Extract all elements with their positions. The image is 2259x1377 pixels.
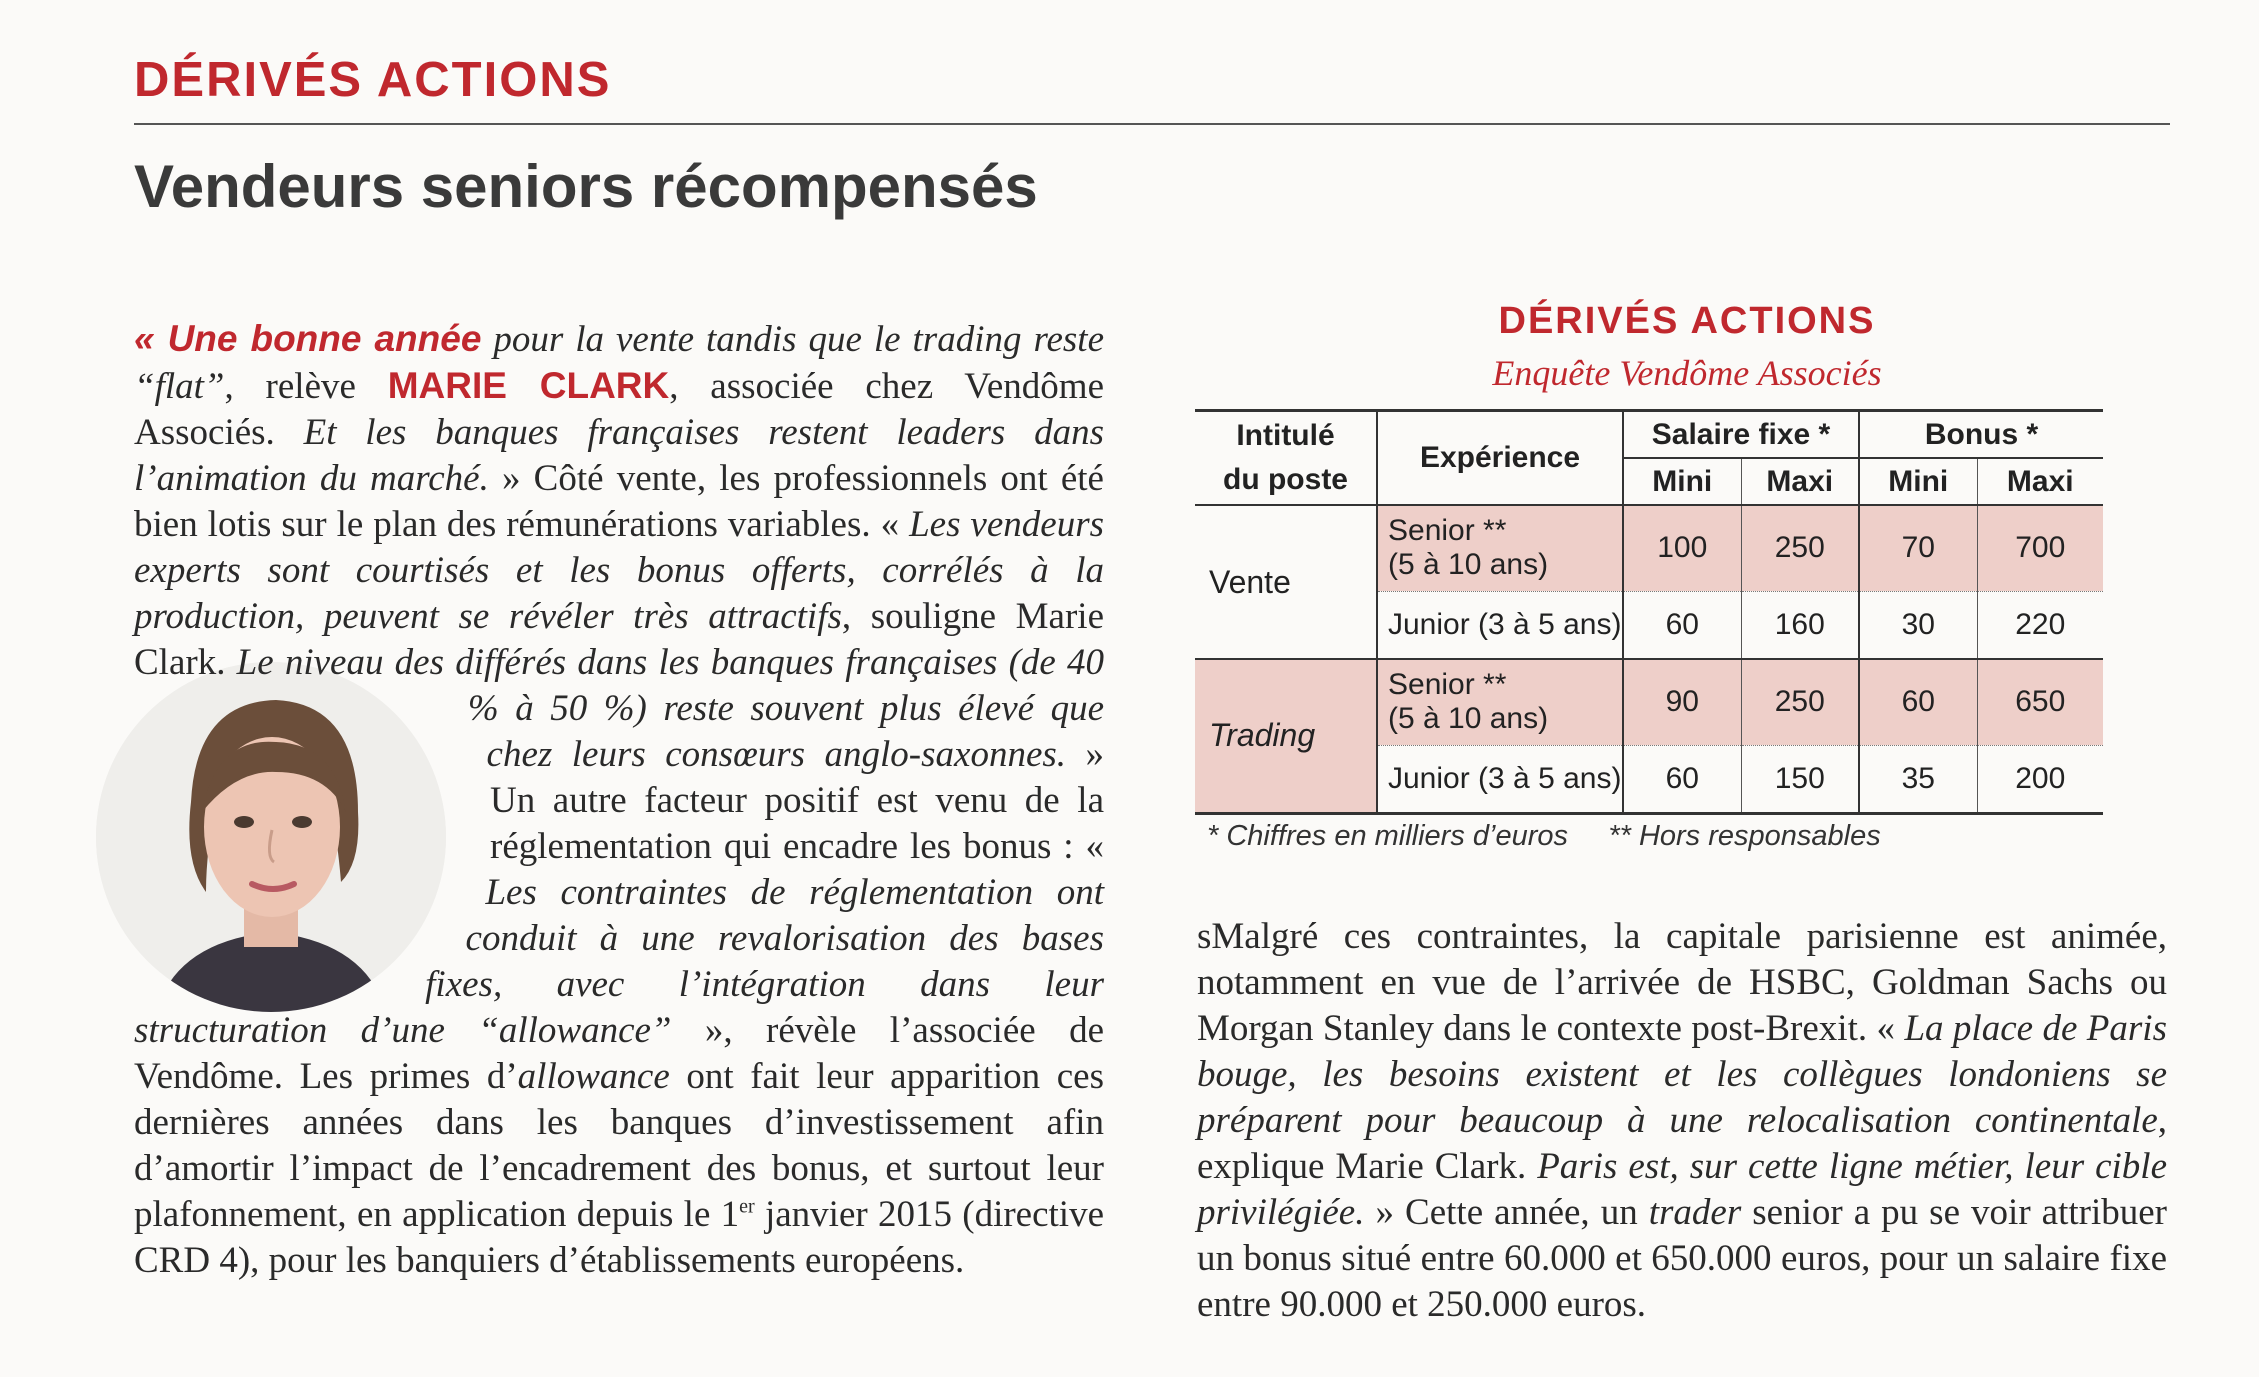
cell-value: 650: [1977, 659, 2103, 745]
cell-value: 100: [1623, 505, 1741, 591]
survey-title: DÉRIVÉS ACTIONS: [1498, 300, 1876, 342]
interviewee-name: MARIE CLARK: [387, 365, 670, 406]
cell-value: 35: [1859, 745, 1977, 813]
photo-text-wrap: [94, 644, 464, 1004]
row-experience: Junior (3 à 5 ans): [1377, 591, 1623, 659]
section-label: DÉRIVÉS ACTIONS: [134, 53, 612, 107]
row-experience: Senior ** (5 à 10 ans): [1377, 659, 1623, 745]
lead-in: « Une bonne année: [134, 318, 482, 359]
cell-value: 220: [1977, 591, 2103, 659]
cell-value: 150: [1741, 745, 1859, 813]
header-bon-mini: Mini: [1859, 458, 1977, 505]
cell-value: 90: [1623, 659, 1741, 745]
article-paragraph-2: sMalgré ces contraintes, la capitale parisienne est animée, notamment en vue de l’arrivée de HSBC, Goldman Sachs ou Morgan Stanley dans le contexte post-Brexit. « La place de Paris bouge, les besoins existent et les collègues londoniens se préparent pour beaucoup à une relocalisation continentale, explique Marie Clark. Paris est, sur cette ligne métier, leur cible privilégiée. » Cette année, un trader senior a pu se voir attribuer un bonus situé entre 60.000 et 650.000 euros, pour un salaire fixe entre 90.000 et 250.000 euros.: [1197, 916, 2167, 1325]
article-column-left: [134, 316, 1104, 1284]
header-sal-mini: Mini: [1623, 458, 1741, 505]
cell-value: 70: [1859, 505, 1977, 591]
salary-survey-table: [1195, 409, 2103, 815]
header-bon-maxi: Maxi: [1977, 458, 2103, 505]
header-salaire: Salaire fixe *: [1623, 411, 1859, 459]
header-bonus: Bonus *: [1859, 411, 2103, 459]
header-rule: [134, 123, 2170, 125]
cell-value: 60: [1623, 745, 1741, 813]
table-header-row: [1195, 411, 2103, 459]
cell-value: 700: [1977, 505, 2103, 591]
table-row: [1195, 659, 2103, 745]
article-paragraph-1: « Une bonne année pour la vente tandis que le trading reste “flat”, relève MARIE CLARK, associée chez Vendôme Associés. Et les banques françaises restent leaders dans l’animation du marché. » Côté vente, les professionnels ont été bien lotis sur le plan des rémunérations variables. « Les vendeurs experts sont courtisés et les bonus offerts, corrélés à la production, peuvent se révéler très attractifs, souligne Marie Clark. Le niveau des différés dans les banques françaises (de 40 % à 50 %) reste souvent plus élevé que chez leurs consœurs anglo-saxonnes. » Un autre facteur positif est venu de la réglementation qui encadre les bonus : « Les contraintes de réglementation ont conduit à une revalorisation des bases fixes, avec l’intégration dans leur structuration d’une “allowance” », révèle l’associée de Vendôme. Les primes d’allowance ont fait leur apparition ces dernières années dans les banques d’investissement afin d’amortir l’impact de l’encadrement des bonus, et surtout leur plafonnement, en application depuis le 1er janvier 2015 (directive CRD 4), pour les banquiers d’établissements européens.: [134, 316, 1104, 1284]
cell-value: 30: [1859, 591, 1977, 659]
row-category-vente: Vente: [1195, 505, 1377, 659]
table-footnote: * Chiffres en milliers d’euros ** Hors responsables: [1207, 820, 1881, 852]
article-column-right: [1197, 914, 2167, 1328]
cell-value: 250: [1741, 659, 1859, 745]
cell-value: 60: [1859, 659, 1977, 745]
header-poste: Intitulé du poste: [1223, 419, 1348, 496]
row-category-trading: Trading: [1195, 659, 1377, 813]
table-row: [1195, 505, 2103, 591]
cell-value: 60: [1623, 591, 1741, 659]
row-experience: Junior (3 à 5 ans): [1377, 745, 1623, 813]
cell-value: 250: [1741, 505, 1859, 591]
header-experience: Expérience: [1377, 411, 1623, 506]
article-title: Vendeurs seniors récompensés: [134, 153, 1038, 220]
survey-subtitle: Enquête Vendôme Associés: [1492, 353, 1882, 393]
cell-value: 200: [1977, 745, 2103, 813]
header-sal-maxi: Maxi: [1741, 458, 1859, 505]
row-experience: Senior ** (5 à 10 ans): [1377, 505, 1623, 591]
cell-value: 160: [1741, 591, 1859, 659]
